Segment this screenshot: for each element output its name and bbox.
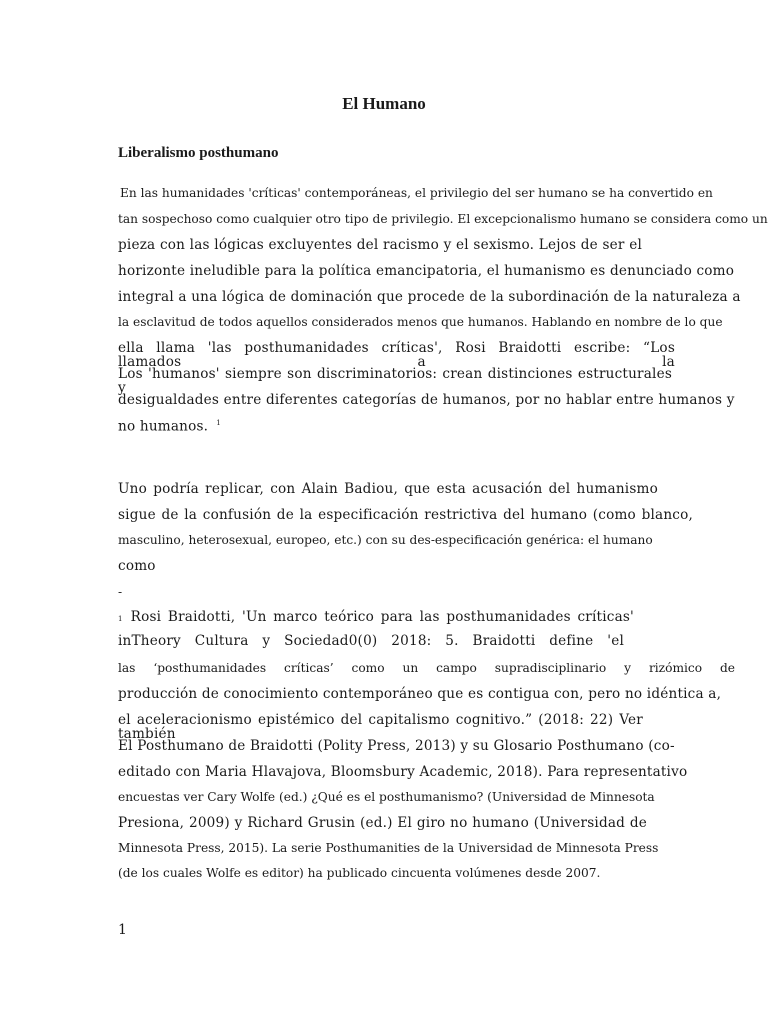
paragraph-line: integral a una lógica de dominación que procede de la subordinación de la naturaleza a — [118, 289, 741, 305]
paragraph-line: masculino, heterosexual, europeo, etc.) con su des-especificación genérica: el humano — [118, 533, 653, 547]
footnote-line: Minnesota Press, 2015). La serie Posthumanities de la Universidad de Minnesota Press — [118, 841, 659, 855]
section-heading: Liberalismo posthumano — [118, 145, 279, 161]
footnote-line: El Posthumano de Braidotti (Polity Press, 2013) y su Glosario Posthumano (co- — [118, 738, 675, 754]
paragraph-line: Los 'humanos' siempre son discriminatorios: crean distinciones estructurales y — [118, 366, 672, 396]
page-number: 1 — [118, 922, 127, 938]
paragraph-line: pieza con las lógicas excluyentes del racismo y el sexismo. Lejos de ser el — [118, 237, 642, 253]
footnote-number: 1 — [118, 615, 123, 623]
footnote-line: editado con Maria Hlavajova, Bloomsbury Academic, 2018). Para representativo — [118, 764, 688, 780]
paragraph-line: como — [118, 558, 156, 574]
paragraph-line: En las humanidades 'críticas' contemporáneas, el privilegio del ser humano se ha convertido en — [120, 186, 713, 200]
footnote-line: inTheory Cultura y Sociedad0(0) 2018: 5. Braidotti define 'el — [118, 633, 624, 649]
paragraph-line: la esclavitud de todos aquellos considerados menos que humanos. Hablando en nombre de lo que — [118, 315, 723, 329]
paragraph-line: ella llama 'las posthumanidades críticas', Rosi Braidotti escribe: “Los llamados a la — [118, 340, 675, 370]
footnote-text: Rosi Braidotti, 'Un marco teórico para las posthumanidades críticas' — [130, 609, 634, 625]
footnote-line: encuestas ver Cary Wolfe (ed.) ¿Qué es el posthumanismo? (Universidad de Minnesota — [118, 790, 655, 804]
paragraph-line: desigualdades entre diferentes categorías de humanos, por no hablar entre humanos y — [118, 392, 735, 408]
footnote-line: (de los cuales Wolfe es editor) ha publicado cincuenta volúmenes desde 2007. — [118, 866, 601, 880]
paragraph-text: no humanos. — [118, 418, 209, 435]
footnote-line: las ‘posthumanidades críticas’ como un campo supradisciplinario y rizómico de — [118, 661, 735, 675]
footnote-line: producción de conocimiento contemporáneo que es contigua con, pero no idéntica a, — [118, 686, 722, 702]
footnote-line: el aceleracionismo epistémico del capitalismo cognitivo.” (2018: 22) Ver también — [118, 712, 643, 742]
paragraph-line: horizonte ineludible para la política emancipatoria, el humanismo es denunciado como — [118, 263, 735, 279]
footnote-line — [118, 611, 634, 625]
footnote-line: Presiona, 2009) y Richard Grusin (ed.) El giro no humano (Universidad de — [118, 815, 647, 831]
paragraph-line: Uno podría replicar, con Alain Badiou, que esta acusación del humanismo — [118, 481, 658, 497]
page-title: El Humano — [342, 94, 426, 113]
footnote-reference: 1 — [216, 419, 221, 427]
paragraph-line: sigue de la confusión de la especificación restrictiva del humano (como blanco, — [118, 507, 693, 523]
paragraph-line — [118, 420, 221, 434]
paragraph-line: tan sospechoso como cualquier otro tipo de privilegio. El excepcionalismo humano se considera como un — [118, 212, 768, 226]
footnote-separator: - — [118, 585, 123, 599]
